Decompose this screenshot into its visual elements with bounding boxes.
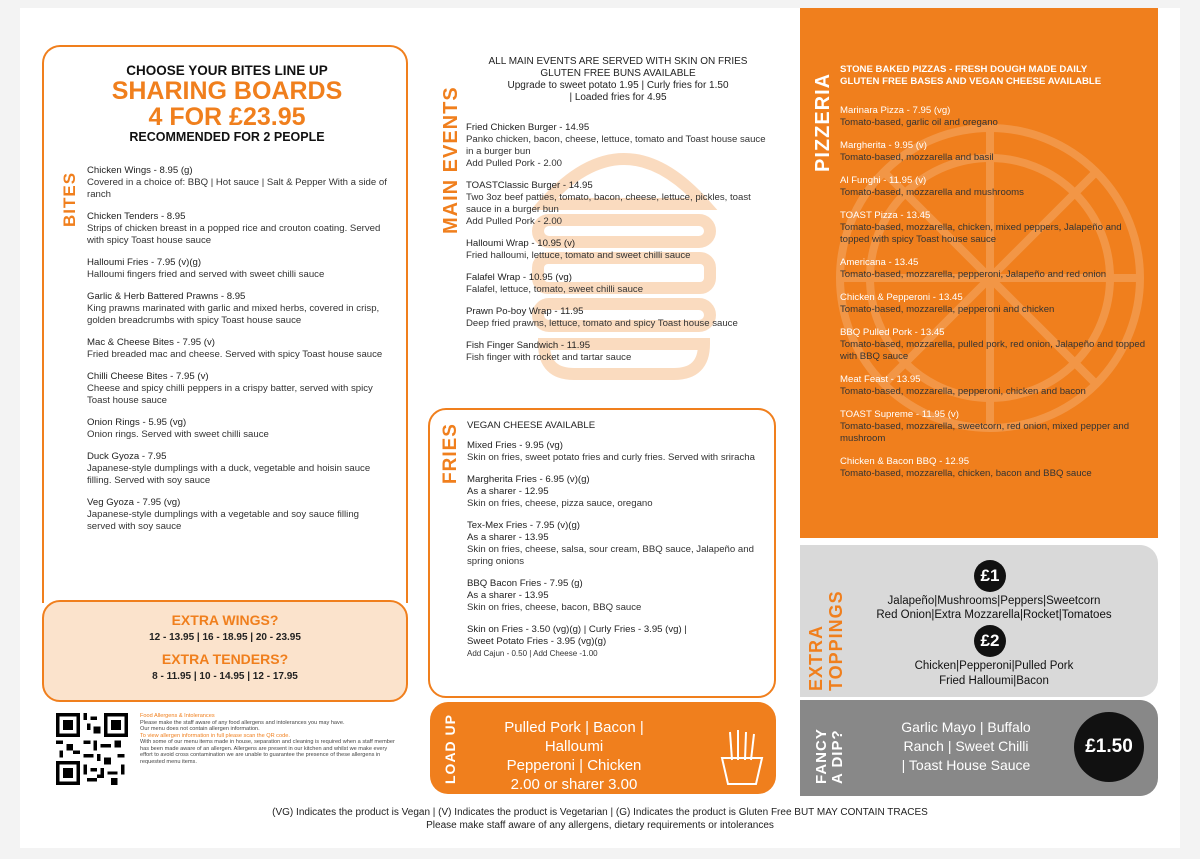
fries-item-sharer: As a sharer - 12.95 bbox=[467, 486, 549, 497]
bite-item bbox=[87, 291, 387, 327]
pizza-item bbox=[840, 257, 1152, 281]
load-up-title: LOAD UP bbox=[442, 714, 458, 784]
fries-item-name: Margherita Fries - 6.95 (v)(g) bbox=[467, 474, 590, 485]
bite-item-name: Onion Rings - 5.95 (vg) bbox=[87, 417, 187, 428]
toppings-list2-line2: Fried Halloumi|Bacon bbox=[939, 675, 1049, 687]
fries-item bbox=[467, 440, 767, 464]
bite-item-name: Garlic & Herb Battered Prawns - 8.95 bbox=[87, 291, 246, 302]
bite-item-desc: Strips of chicken breast in a popped rice and crouton coating. Served with spicy Toast house sauce bbox=[87, 223, 381, 246]
main-item-name: Halloumi Wrap - 10.95 (v) bbox=[466, 238, 576, 249]
footer bbox=[20, 806, 1180, 832]
fries-items bbox=[467, 440, 767, 614]
pizza-item-desc: Tomato-based, mozzarella, chicken, mixed peppers, Jalapeño and topped with spicy Toast house sauce bbox=[840, 222, 1122, 245]
pizza-item bbox=[840, 210, 1152, 246]
pizzeria-header-line2: GLUTEN FREE BASES AND VEGAN CHEESE AVAILABLE bbox=[840, 76, 1102, 87]
load-up-panel bbox=[430, 702, 776, 794]
pizza-item-name: BBQ Pulled Pork - 13.45 bbox=[840, 327, 945, 338]
pizza-item-name: Chicken & Bacon BBQ - 12.95 bbox=[840, 456, 970, 467]
bite-item bbox=[87, 371, 387, 407]
main-events-panel bbox=[428, 44, 776, 396]
pizza-item bbox=[840, 292, 1152, 316]
price-badge-2: £2 bbox=[974, 625, 1006, 657]
load-up-line2: Pepperoni | Chicken bbox=[506, 757, 642, 774]
main-events-list bbox=[466, 122, 771, 374]
pizzeria-list bbox=[840, 105, 1152, 491]
bite-item-name: Veg Gyoza - 7.95 (vg) bbox=[87, 497, 181, 508]
main-events-title: MAIN EVENTS bbox=[440, 86, 462, 234]
toppings-list1-line1: Jalapeño|Mushrooms|Peppers|Sweetcorn bbox=[887, 595, 1101, 607]
extras-panel bbox=[42, 600, 408, 702]
sharing-boards-price: 4 FOR £23.95 bbox=[148, 103, 306, 131]
bite-item-desc: Japanese-style dumplings with a vegetable and soy sauce filling served with soy sauce bbox=[87, 509, 359, 532]
bites-header-line1: CHOOSE YOUR BITES LINE UP bbox=[126, 63, 328, 78]
bite-item-desc: Japanese-style dumplings with a duck, vegetable and hoisin sauce filling. Served with soy sauce bbox=[87, 463, 371, 486]
bite-item bbox=[87, 417, 387, 441]
bite-item-desc: Onion rings. Served with sweet chilli sauce bbox=[87, 429, 269, 440]
fries-panel bbox=[428, 408, 776, 698]
bite-item-name: Mac & Cheese Bites - 7.95 (v) bbox=[87, 337, 215, 348]
pizza-item-name: Meat Feast - 13.95 bbox=[840, 374, 921, 385]
extra-tenders-title: EXTRA TENDERS? bbox=[161, 651, 289, 667]
dips-line2: Ranch | Sweet Chilli bbox=[903, 738, 1029, 754]
pizza-item bbox=[840, 140, 1152, 164]
fries-item bbox=[467, 474, 767, 510]
main-item bbox=[466, 306, 771, 330]
main-item-extra: Add Pulled Pork - 2.00 bbox=[466, 216, 562, 227]
allergen-box bbox=[42, 705, 408, 795]
main-events-header bbox=[468, 56, 768, 104]
main-item-name: Fried Chicken Burger - 14.95 bbox=[466, 122, 590, 133]
bite-item-name: Duck Gyoza - 7.95 bbox=[87, 451, 167, 462]
bite-item-name: Chilli Cheese Bites - 7.95 (v) bbox=[87, 371, 209, 382]
dips-title-line2: A DIP? bbox=[829, 729, 846, 784]
bite-item-desc: Covered in a choice of: BBQ | Hot sauce | Salt & Pepper With a side of ranch bbox=[87, 177, 387, 200]
pizza-item-desc: Tomato-based, mozzarella and basil bbox=[840, 152, 994, 163]
fries-sides bbox=[467, 624, 767, 660]
fries-item-desc: Skin on fries, cheese, salsa, sour cream, BBQ sauce, Jalapeño and spring onions bbox=[467, 544, 754, 567]
extra-toppings-title bbox=[806, 551, 846, 691]
bite-item-name: Chicken Wings - 8.95 (g) bbox=[87, 165, 193, 176]
main-item bbox=[466, 122, 771, 170]
fries-item bbox=[467, 578, 767, 614]
extra-toppings-panel bbox=[800, 545, 1158, 697]
dips-panel bbox=[800, 700, 1158, 796]
pizza-item-name: TOAST Supreme - 11.95 (v) bbox=[840, 409, 959, 420]
main-item-name: Falafel Wrap - 10.95 (vg) bbox=[466, 272, 572, 283]
toppings-list1-line2: Red Onion|Extra Mozzarella|Rocket|Tomatoes bbox=[876, 609, 1112, 621]
pizzeria-header bbox=[840, 64, 1150, 88]
pizza-item bbox=[840, 409, 1152, 445]
pizza-item-desc: Tomato-based, mozzarella, pepperoni, chicken and bacon bbox=[840, 386, 1086, 397]
bite-item-desc: Cheese and spicy chilli peppers in a crispy batter, served with spicy Toast house sauce bbox=[87, 383, 373, 406]
bite-item bbox=[87, 165, 387, 201]
bite-item-name: Halloumi Fries - 7.95 (v)(g) bbox=[87, 257, 202, 268]
pizza-item-desc: Tomato-based, mozzarella and mushrooms bbox=[840, 187, 1024, 198]
pizza-item-desc: Tomato-based, mozzarella, sweetcorn, red onion, mixed pepper and mushroom bbox=[840, 421, 1130, 444]
qr-code[interactable] bbox=[56, 713, 128, 785]
fries-icon bbox=[718, 728, 766, 786]
bites-header-line4: RECOMMENDED FOR 2 PEOPLE bbox=[129, 130, 325, 144]
main-item-desc: Deep fried prawns, lettuce, tomato and spicy Toast house sauce bbox=[466, 318, 738, 329]
menu-sheet bbox=[20, 8, 1180, 848]
bites-title: BITES bbox=[60, 171, 79, 227]
main-events-header-line1: ALL MAIN EVENTS ARE SERVED WITH SKIN ON FRIES bbox=[488, 56, 748, 67]
bite-item-desc: Fried breaded mac and cheese. Served with spicy Toast house sauce bbox=[87, 349, 383, 360]
main-item bbox=[466, 340, 771, 364]
fries-item-name: BBQ Bacon Fries - 7.95 (g) bbox=[467, 578, 583, 589]
main-item-name: TOASTClassic Burger - 14.95 bbox=[466, 180, 593, 191]
pizza-item bbox=[840, 105, 1152, 129]
dips-line1: Garlic Mayo | Buffalo bbox=[901, 719, 1031, 735]
main-item-name: Fish Finger Sandwich - 11.95 bbox=[466, 340, 591, 351]
pizzeria-header-line1: STONE BAKED PIZZAS - FRESH DOUGH MADE DAILY bbox=[840, 64, 1088, 75]
main-item bbox=[466, 238, 771, 262]
footer-line1: (VG) Indicates the product is Vegan | (V) Indicates the product is Vegetarian | (G) Indicates the product is Gluten Free BUT MAY CONTAIN TRACES bbox=[272, 807, 928, 818]
dips-title-line1: FANCY bbox=[813, 728, 830, 784]
load-up-text bbox=[474, 718, 674, 794]
pizza-item-name: Chicken & Pepperoni - 13.45 bbox=[840, 292, 963, 303]
main-item-desc: Fish finger with rocket and tartar sauce bbox=[466, 352, 632, 363]
bite-item bbox=[87, 451, 387, 487]
pizza-item-name: Americana - 13.45 bbox=[840, 257, 919, 268]
pizza-item bbox=[840, 327, 1152, 363]
bite-item bbox=[87, 257, 387, 281]
extra-tenders-values: 8 - 11.95 | 10 - 14.95 | 12 - 17.95 bbox=[152, 671, 298, 682]
bites-list bbox=[87, 165, 387, 543]
pizza-item-name: Al Funghi - 11.95 (v) bbox=[840, 175, 927, 186]
fries-title: FRIES bbox=[440, 423, 461, 484]
allergen-line2: Our menu does not contain allergen information. bbox=[140, 726, 260, 732]
pizza-item-desc: Tomato-based, garlic oil and oregano bbox=[840, 117, 998, 128]
fries-item bbox=[467, 520, 767, 568]
main-item-desc: Falafel, lettuce, tomato, sweet chilli sauce bbox=[466, 284, 644, 295]
bite-item-desc: Halloumi fingers fried and served with sweet chilli sauce bbox=[87, 269, 325, 280]
fries-item-name: Tex-Mex Fries - 7.95 (v)(g) bbox=[467, 520, 581, 531]
bite-item bbox=[87, 497, 387, 533]
main-item-desc: Panko chicken, bacon, cheese, lettuce, tomato and Toast house sauce in a burger bun bbox=[466, 134, 766, 157]
allergen-text bbox=[140, 713, 400, 765]
bites-panel bbox=[42, 45, 408, 603]
main-item-desc: Fried halloumi, lettuce, tomato and sweet chilli sauce bbox=[466, 250, 691, 261]
pizza-item-desc: Tomato-based, mozzarella, pulled pork, red onion, Jalapeño and topped with BBQ sauce bbox=[840, 339, 1146, 362]
allergen-line3: With some of our menu items made in house, separation and cleaning is required when a staff member has been made aware of an allergen. Allergens are present in our kitchen and whilst we make every effort to avoid cross contamination we are unable to guarantee the presence of these allergens in requested menu items. bbox=[140, 739, 395, 765]
dips-title bbox=[814, 684, 846, 784]
bite-item bbox=[87, 337, 387, 361]
fries-list bbox=[467, 420, 767, 670]
allergen-title: Food Allergens & Intolerances bbox=[140, 713, 215, 719]
load-up-line3: 2.00 or sharer 3.00 bbox=[510, 776, 638, 793]
pizza-item-desc: Tomato-based, mozzarella, chicken, bacon and BBQ sauce bbox=[840, 468, 1092, 479]
bite-item-desc: King prawns marinated with garlic and mixed herbs, covered in crisp, golden breadcrumbs with spicy Toast house sauce bbox=[87, 303, 380, 326]
pizza-item-desc: Tomato-based, mozzarella, pepperoni, Jalapeño and red onion bbox=[840, 269, 1107, 280]
fries-sides-line1: Skin on Fries - 3.50 (vg)(g) | Curly Fries - 3.95 (vg) | bbox=[467, 624, 687, 635]
bite-item bbox=[87, 211, 387, 247]
fries-item-sharer: As a sharer - 13.95 bbox=[467, 590, 549, 601]
allergen-qr-note: To view allergen information in full please scan the QR code. bbox=[140, 732, 290, 739]
bites-header bbox=[44, 63, 408, 144]
fries-item-desc: Skin on fries, cheese, bacon, BBQ sauce bbox=[467, 602, 642, 613]
dips-line3: | Toast House Sauce bbox=[901, 757, 1031, 773]
dips-text bbox=[876, 718, 1056, 775]
main-events-header-line2: GLUTEN FREE BUNS AVAILABLE bbox=[540, 68, 696, 79]
load-up-line1: Pulled Pork | Bacon | Halloumi bbox=[504, 719, 644, 755]
main-item-desc: Two 3oz beef patties, tomato, bacon, cheese, lettuce, pickles, toast sauce in a burger bun bbox=[466, 192, 751, 215]
extra-toppings-title-line1: EXTRA bbox=[806, 624, 826, 691]
fries-item-desc: Skin on fries, cheese, pizza sauce, oregano bbox=[467, 498, 653, 509]
fries-sides-line3: Add Cajun - 0.50 | Add Cheese -1.00 bbox=[467, 649, 598, 658]
dips-price-badge: £1.50 bbox=[1074, 712, 1144, 782]
pizza-item bbox=[840, 456, 1152, 480]
extra-wings-values: 12 - 13.95 | 16 - 18.95 | 20 - 23.95 bbox=[149, 632, 301, 643]
fries-item-desc: Skin on fries, sweet potato fries and curly fries. Served with sriracha bbox=[467, 452, 755, 463]
fries-item-sharer: As a sharer - 13.95 bbox=[467, 532, 549, 543]
pizza-item bbox=[840, 175, 1152, 199]
main-item-extra: Add Pulled Pork - 2.00 bbox=[466, 158, 562, 169]
sharing-boards-title: SHARING BOARDS bbox=[111, 77, 343, 105]
footer-line2: Please make staff aware of any allergens, dietary requirements or intolerances bbox=[426, 820, 774, 831]
pizza-item-name: Margherita - 9.95 (v) bbox=[840, 140, 927, 151]
pizza-item-name: Marinara Pizza - 7.95 (vg) bbox=[840, 105, 951, 116]
main-item-name: Prawn Po-boy Wrap - 11.95 bbox=[466, 306, 584, 317]
pizza-item bbox=[840, 374, 1152, 398]
bite-item-name: Chicken Tenders - 8.95 bbox=[87, 211, 186, 222]
main-item bbox=[466, 272, 771, 296]
fries-item-name: Mixed Fries - 9.95 (vg) bbox=[467, 440, 563, 451]
main-events-header-line3: Upgrade to sweet potato 1.95 | Curly fries for 1.50 bbox=[507, 80, 729, 91]
pizza-item-name: TOAST Pizza - 13.45 bbox=[840, 210, 931, 221]
toppings-list2-line1: Chicken|Pepperoni|Pulled Pork bbox=[914, 660, 1074, 672]
extra-toppings-title-line2: TOPPINGS bbox=[826, 590, 846, 691]
pizzeria-title: PIZZERIA bbox=[812, 72, 834, 172]
pizzeria-panel bbox=[800, 8, 1158, 538]
price-badge-1: £1 bbox=[974, 560, 1006, 592]
pizza-item-desc: Tomato-based, mozzarella, pepperoni and chicken bbox=[840, 304, 1055, 315]
main-item bbox=[466, 180, 771, 228]
allergen-line1: Please make the staff aware of any food allergens and intolerances you may have. bbox=[140, 719, 345, 726]
fries-sides-line2: Sweet Potato Fries - 3.95 (vg)(g) bbox=[467, 636, 607, 647]
vegan-cheese-note: VEGAN CHEESE AVAILABLE bbox=[467, 420, 596, 431]
extra-wings-title: EXTRA WINGS? bbox=[171, 612, 279, 628]
main-events-header-line4: | Loaded fries for 4.95 bbox=[569, 92, 667, 103]
